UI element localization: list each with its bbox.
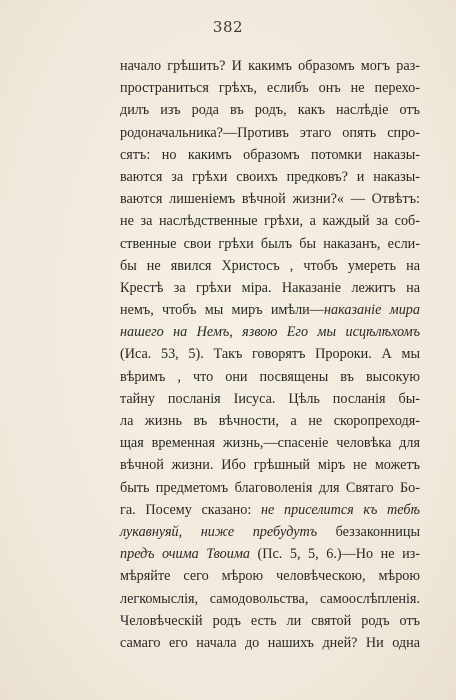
text-segment: бы не явился Христосъ , чтобъ умереть на [120, 257, 420, 274]
text-line [120, 299, 420, 321]
text-line [120, 632, 420, 654]
text-segment: беззаконницы [317, 523, 420, 540]
text-line [120, 432, 420, 454]
text-segment: сятъ: но какимъ образомъ потомки наказы- [120, 146, 420, 163]
text-line [120, 521, 420, 543]
text-line [120, 55, 420, 77]
italic-text-segment: наказаніе мира [323, 302, 420, 319]
text-segment: тайну посланія Іисуса. Цѣль посланія бы- [120, 390, 420, 407]
italic-text-segment: не приселится къ тебѣ [260, 501, 421, 518]
text-segment: родоначальника?—Противъ этаго опять спро- [120, 124, 420, 141]
text-line [120, 122, 420, 144]
text-segment: пространиться грѣхъ, еслибъ онъ не перехо- [120, 80, 420, 97]
text-line [120, 166, 420, 188]
italic-text-segment: нашего на Немъ, язвою Его мы исцѣлѣхомъ [120, 324, 420, 341]
text-line [120, 188, 420, 210]
page-body-text [120, 55, 420, 654]
text-line [120, 210, 420, 232]
text-line [120, 144, 420, 166]
text-line [120, 610, 420, 632]
text-line [120, 543, 420, 565]
text-line [120, 321, 420, 343]
text-segment: ла жизнь въ вѣчности, а не скоропреходя- [120, 413, 420, 429]
text-segment: ваются лишеніемъ вѣчной жизни?« — Отвѣтъ: [120, 191, 420, 208]
text-segment: не за наслѣдственные грѣхи, а каждый за соб- [120, 213, 420, 230]
text-line [120, 410, 420, 432]
text-segment: (Пс. 5, 5, 6.)—Но не из- [249, 546, 420, 563]
text-line [120, 99, 420, 121]
italic-text-segment: лукавнуяй, ниже пребудутъ [120, 523, 318, 540]
text-segment: щая временная жизнь,—спасеніе человѣка для [120, 435, 420, 452]
italic-text-segment: предъ очима Твоима [120, 546, 250, 563]
text-line [120, 565, 420, 587]
text-line [120, 366, 420, 388]
text-segment: вѣримъ , что они посвящены въ высокую [120, 368, 420, 385]
text-segment: мѣряйте сего мѣрою человѣческою, мѣрою [120, 568, 420, 585]
text-segment: вѣчной жизни. Ибо грѣшный міръ не можетъ [120, 457, 420, 474]
text-segment: Крестѣ за грѣхи міра. Наказаніе лежитъ на [120, 279, 420, 296]
text-line [120, 233, 420, 255]
text-line [120, 588, 420, 610]
text-segment: немъ, чтобъ мы миръ имѣли— [120, 302, 324, 319]
text-segment: Человѣческій родъ есть ли святой родъ отъ [120, 612, 420, 629]
text-line [120, 255, 420, 277]
text-segment: начало грѣшить? И какимъ образомъ могъ раз- [120, 58, 420, 74]
text-line [120, 454, 420, 476]
page-number: 382 [212, 18, 244, 36]
text-segment: самаго его начала до нашихъ дней? Ни одна [120, 634, 420, 651]
text-line [120, 77, 420, 99]
text-segment: ственные свои грѣхи былъ бы наказанъ, если- [120, 235, 420, 252]
text-segment: га. Посему сказано: [120, 501, 261, 518]
text-line [120, 477, 420, 499]
text-segment: дилъ изъ рода въ родъ, какъ наслѣдіе отъ [120, 102, 420, 119]
text-segment: ваются за грѣхи своихъ предковъ? и наказы- [120, 168, 420, 185]
text-line [120, 499, 420, 521]
text-segment: быть предметомъ благоволенія для Святаго Бо- [120, 479, 420, 496]
text-line [120, 388, 420, 410]
text-line [120, 343, 420, 365]
text-segment: (Иса. 53, 5). Такъ говорятъ Пророки. А мы [120, 346, 420, 363]
text-line [120, 277, 420, 299]
text-segment: легкомыслія, самодовольства, самоослѣпленія. [120, 590, 420, 607]
